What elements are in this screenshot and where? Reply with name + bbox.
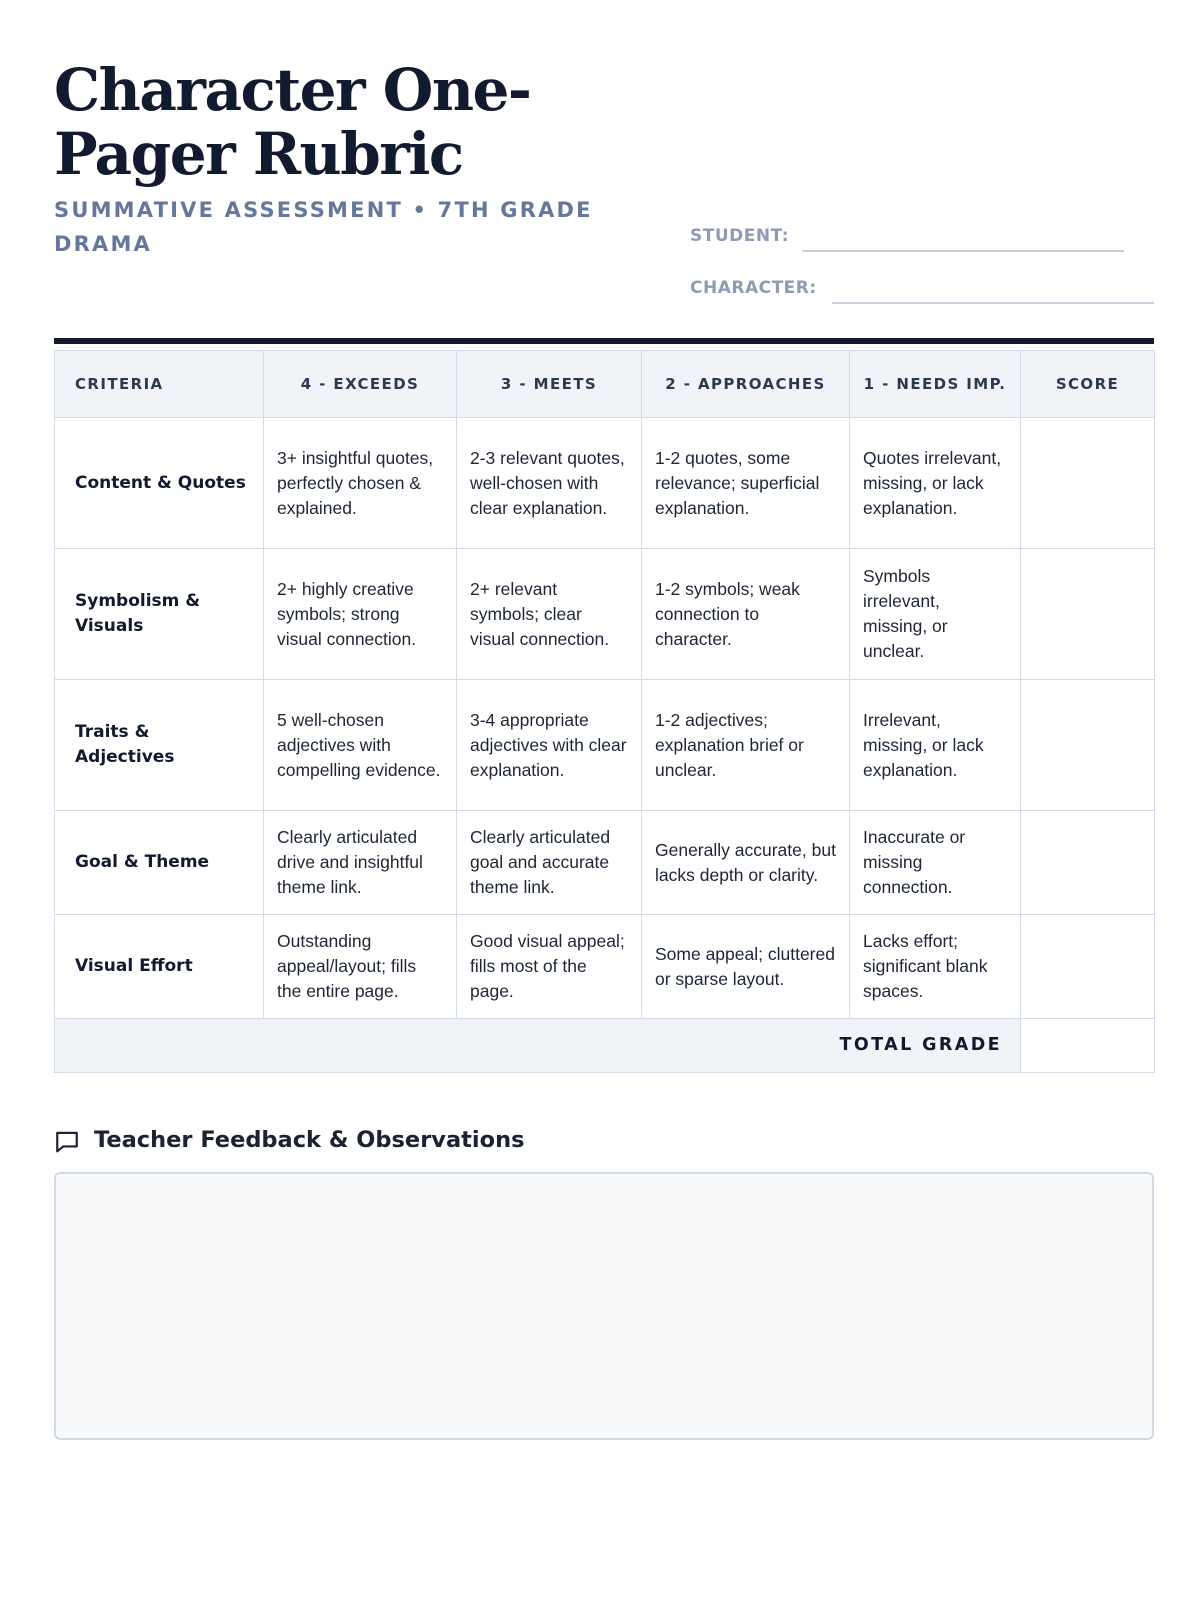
criterion-cell: Symbolism & Visuals	[55, 549, 264, 680]
exceeds-cell: Outstanding appeal/layout; fills the entire page.	[264, 915, 457, 1019]
criterion-cell: Content & Quotes	[55, 418, 264, 549]
needs-improvement-cell: Irrelevant, missing, or lack explanation.	[850, 680, 1021, 811]
student-name-line[interactable]	[802, 250, 1124, 252]
table-row	[55, 418, 1155, 549]
score-cell[interactable]	[1021, 811, 1155, 915]
score-cell[interactable]	[1021, 915, 1155, 1019]
rubric-table	[54, 350, 1155, 1073]
total-grade-label: TOTAL GRADE	[55, 1019, 1021, 1073]
meets-cell: 3-4 appropriate adjectives with clear explanation.	[457, 680, 642, 811]
column-header-criteria: CRITERIA	[55, 351, 264, 418]
column-header-score: SCORE	[1021, 351, 1155, 418]
table-header-row	[55, 351, 1155, 418]
approaches-cell: 1-2 adjectives; explanation brief or unclear.	[642, 680, 850, 811]
criterion-cell: Traits & Adjectives	[55, 680, 264, 811]
feedback-textarea[interactable]	[54, 1172, 1154, 1440]
page-header	[54, 50, 1154, 296]
table-row	[55, 811, 1155, 915]
student-field[interactable]	[690, 212, 1150, 252]
character-name-line[interactable]	[832, 302, 1154, 304]
needs-improvement-cell: Lacks effort; significant blank spaces.	[850, 915, 1021, 1019]
rubric-page	[54, 0, 1154, 1600]
approaches-cell: 1-2 symbols; weak connection to character.	[642, 549, 850, 680]
feedback-heading	[54, 1124, 754, 1156]
feedback-heading-label: Teacher Feedback & Observations	[94, 1127, 525, 1153]
character-field[interactable]	[690, 264, 1154, 304]
meets-cell: Clearly articulated goal and accurate theme link.	[457, 811, 642, 915]
needs-improvement-cell: Symbols irrelevant, missing, or unclear.	[850, 549, 1021, 680]
criterion-cell: Visual Effort	[55, 915, 264, 1019]
approaches-cell: Some appeal; cluttered or sparse layout.	[642, 915, 850, 1019]
exceeds-cell: 3+ insightful quotes, perfectly chosen & explained.	[264, 418, 457, 549]
column-header-meets: 3 - MEETS	[457, 351, 642, 418]
exceeds-cell: Clearly articulated drive and insightful theme link.	[264, 811, 457, 915]
approaches-cell: 1-2 quotes, some relevance; superficial explanation.	[642, 418, 850, 549]
student-label: STUDENT:	[690, 226, 790, 246]
character-label: CHARACTER:	[690, 278, 817, 298]
column-header-exceeds: 4 - EXCEEDS	[264, 351, 457, 418]
needs-improvement-cell: Inaccurate or missing connection.	[850, 811, 1021, 915]
page-subtitle: SUMMATIVE ASSESSMENT • 7TH GRADE DRAMA	[54, 198, 593, 256]
column-header-needs-improvement: 1 - NEEDS IMP.	[850, 351, 1021, 418]
message-square-icon	[54, 1128, 80, 1154]
score-cell[interactable]	[1021, 680, 1155, 811]
page-title: Character One-Pager Rubric	[54, 56, 531, 188]
header-divider	[54, 338, 1154, 344]
exceeds-cell: 2+ highly creative symbols; strong visual connection.	[264, 549, 457, 680]
needs-improvement-cell: Quotes irrelevant, missing, or lack explanation.	[850, 418, 1021, 549]
table-row	[55, 915, 1155, 1019]
exceeds-cell: 5 well-chosen adjectives with compelling evidence.	[264, 680, 457, 811]
meets-cell: Good visual appeal; fills most of the page.	[457, 915, 642, 1019]
total-grade-cell[interactable]	[1021, 1019, 1155, 1073]
score-cell[interactable]	[1021, 549, 1155, 680]
approaches-cell: Generally accurate, but lacks depth or clarity.	[642, 811, 850, 915]
criterion-cell: Goal & Theme	[55, 811, 264, 915]
total-row	[55, 1019, 1155, 1073]
table-row	[55, 549, 1155, 680]
table-row	[55, 680, 1155, 811]
meets-cell: 2+ relevant symbols; clear visual connection.	[457, 549, 642, 680]
meets-cell: 2-3 relevant quotes, well-chosen with clear explanation.	[457, 418, 642, 549]
score-cell[interactable]	[1021, 418, 1155, 549]
column-header-approaches: 2 - APPROACHES	[642, 351, 850, 418]
